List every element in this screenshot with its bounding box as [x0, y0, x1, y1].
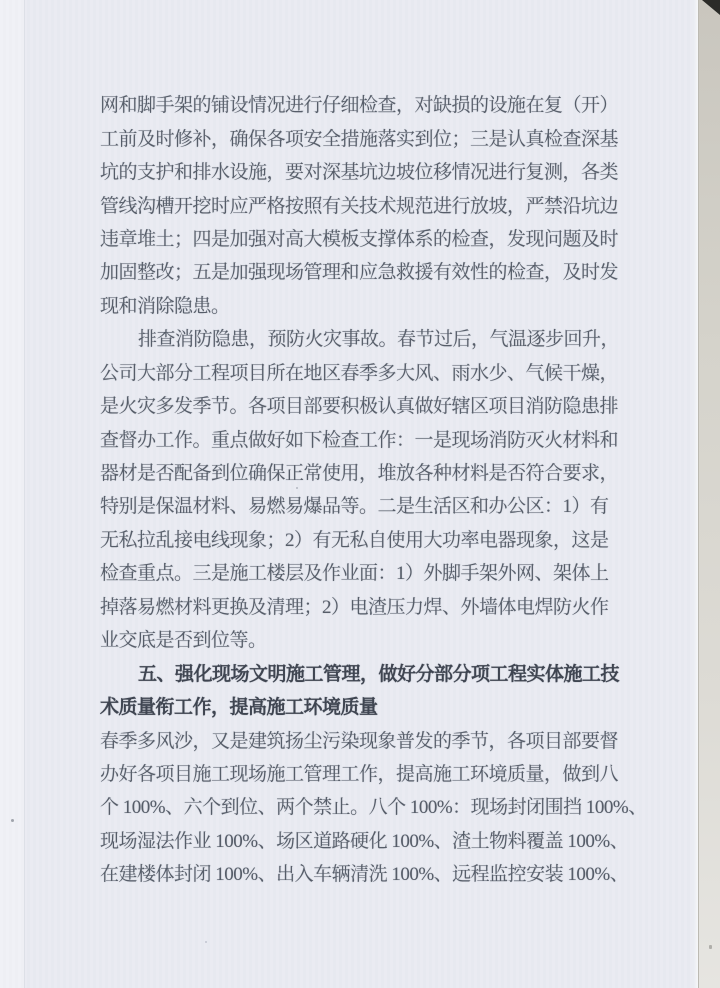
text-line: 违章堆土；四是加强对高大模板支撑体系的检查，发现问题及时 — [100, 228, 619, 250]
text-line: 业交底是否到位等。 — [100, 630, 267, 652]
text-line: 现场湿法作业 100%、场区道路硬化 100%、渣土物料覆盖 100%、 — [100, 830, 629, 852]
text-line: 无私拉乱接电线现象；2）有无私自使用大功率电器现象，这是 — [100, 529, 609, 551]
scanner-background-band — [699, 0, 720, 988]
text-line: 在建楼体封闭 100%、出入车辆清洗 100%、远程监控安装 100%、 — [100, 864, 629, 886]
text-line: 是火灾多发季节。各项目部要积极认真做好辖区项目消防隐患排 — [100, 396, 619, 418]
text-line: 加固整改；五是加强现场管理和应急救援有效性的检查，及时发 — [100, 262, 619, 284]
text-line: 器材是否配备到位确保正常使用，堆放各种材料是否符合要求， — [100, 463, 619, 485]
text-line: 检查重点。三是施工楼层及作业面：1）外脚手架外网、架体上 — [100, 563, 609, 585]
scan-speck — [296, 487, 298, 489]
heading-line: 五、强化现场文明施工管理，做好分部分项工程实体施工技 — [138, 663, 620, 685]
text-line: 管线沟槽开挖时应严格按照有关技术规范进行放坡，严禁沿坑边 — [100, 195, 619, 217]
text-line: 工前及时修补，确保各项安全措施落实到位；三是认真检查深基 — [100, 128, 619, 150]
text-line: 掉落易燃材料更换及清理；2）电渣压力焊、外墙体电焊防火作 — [100, 596, 609, 618]
text-line: 春季多风沙，又是建筑扬尘污染现象普发的季节，各项目部要督 — [100, 730, 619, 752]
text-line: 办好各项目施工现场施工管理工作，提高施工环境质量，做到八 — [100, 763, 619, 785]
text-line: 查督办工作。重点做好如下检查工作：一是现场消防灭火材料和 — [100, 429, 619, 451]
text-line: 现和消除隐患。 — [100, 295, 230, 317]
text-line: 坑的支护和排水设施，要对深基坑边坡位移情况进行复测，各类 — [100, 162, 619, 184]
text-line: 公司大部分工程项目所在地区春季多大风、雨水少、气候干燥， — [100, 362, 619, 384]
scan-speck — [11, 819, 14, 822]
scan-speck — [205, 941, 207, 943]
heading-line: 术质量衔工作，提高施工环境质量 — [100, 697, 378, 719]
text-line: 排查消防隐患，预防火灾事故。春节过后，气温逐步回升， — [138, 329, 620, 351]
text-line: 特别是保温材料、易燃易爆品等。二是生活区和办公区：1）有 — [100, 496, 609, 518]
scan-speck — [709, 945, 712, 949]
scanner-corner-shadow — [702, 0, 720, 15]
text-line: 个 100%、六个到位、两个禁止。八个 100%：现场封闭围挡 100%、 — [100, 797, 647, 819]
paper-right-edge-highlight — [692, 0, 699, 988]
text-line: 网和脚手架的铺设情况进行仔细检查，对缺损的设施在复（开） — [100, 95, 619, 117]
paper-left-edge — [0, 0, 25, 988]
document-text-block — [100, 87, 647, 890]
